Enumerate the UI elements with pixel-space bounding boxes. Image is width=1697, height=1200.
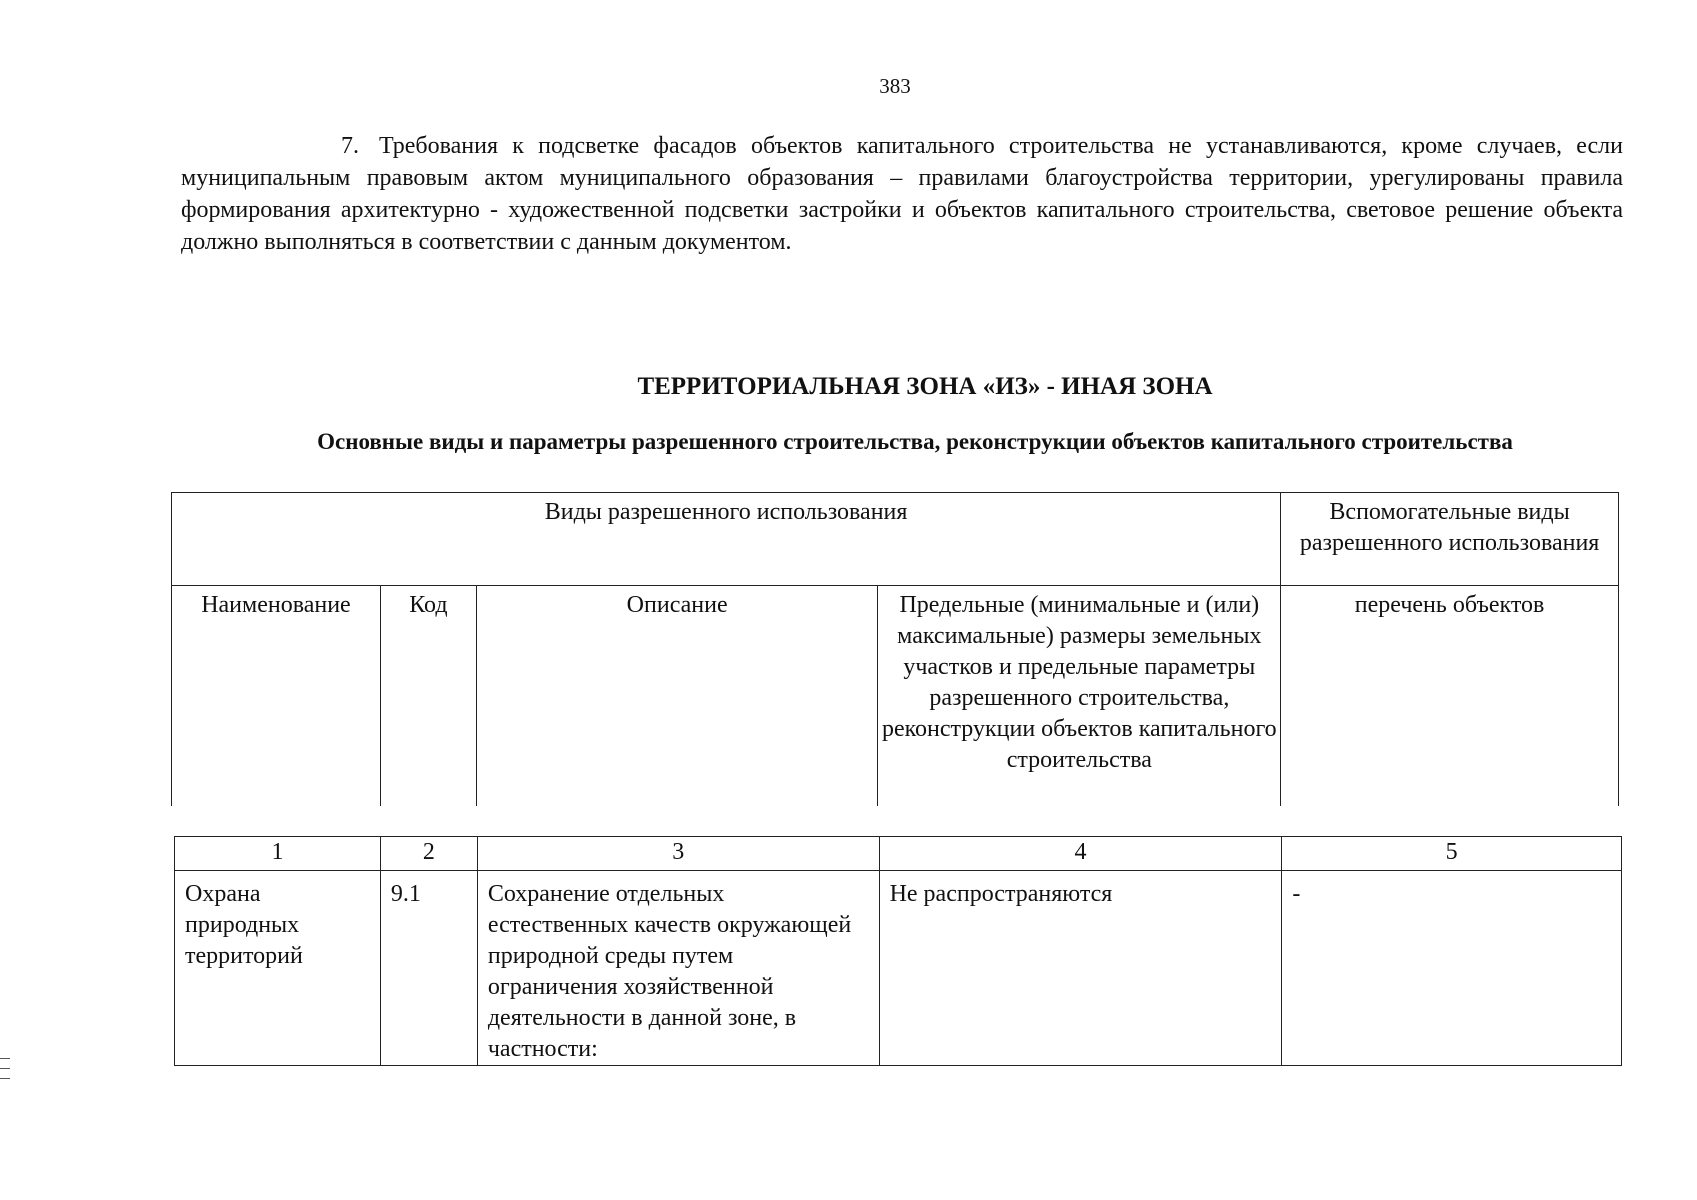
column-number: 2 bbox=[380, 837, 477, 871]
column-number: 3 bbox=[477, 837, 879, 871]
header-columns-row bbox=[172, 586, 1619, 806]
column-header-limits: Предельные (минимальные и (или) максимальные) размеры земельных участков и предельные параметры разрешенного строительства, реконструкции объектов капитального строительства bbox=[878, 586, 1281, 806]
group-aux-header: Вспомогательные виды разрешенного использования bbox=[1281, 493, 1619, 586]
zone-title: ТЕРРИТОРИАЛЬНАЯ ЗОНА «ИЗ» - ИНАЯ ЗОНА bbox=[637, 373, 1213, 400]
body-table bbox=[174, 836, 1622, 1066]
section-title: Основные виды и параметры разрешенного строительства, реконструкции объектов капитального строительства bbox=[317, 429, 1513, 454]
paragraph-number: 7. bbox=[341, 133, 359, 159]
cell-name: Охрана природных территорий bbox=[175, 871, 381, 1066]
column-header-description: Описание bbox=[476, 586, 878, 806]
header-group-row bbox=[172, 493, 1619, 586]
cell-description: Сохранение отдельных естественных качеств окружающей природной среды путем ограничения хозяйственной деятельности в данной зоне, в частности: bbox=[477, 871, 879, 1066]
column-number: 5 bbox=[1282, 837, 1622, 871]
column-header-code: Код bbox=[380, 586, 476, 806]
paragraph-text: Требования к подсветке фасадов объектов капитального строительства не устанавливаются, кроме случаев, если муниципальным правовым актом муниципального образования – правилами благоустройства территории, урегулированы правила формирования архитектурно - художественной подсветки застройки и объектов капитального строительства, световое решение объекта должно выполняться в соответствии с данным документом. bbox=[181, 133, 1623, 255]
paragraph-7 bbox=[181, 130, 1623, 258]
table-row bbox=[175, 871, 1622, 1066]
cell-code: 9.1 bbox=[380, 871, 477, 1066]
column-header-aux-list: перечень объектов bbox=[1281, 586, 1619, 806]
cell-limits: Не распространяются bbox=[879, 871, 1282, 1066]
group-main-header: Виды разрешенного использования bbox=[172, 493, 1281, 586]
header-table bbox=[171, 492, 1619, 806]
column-number: 4 bbox=[879, 837, 1282, 871]
column-number: 1 bbox=[175, 837, 381, 871]
cell-aux: - bbox=[1282, 871, 1622, 1066]
scan-margin-mark bbox=[0, 1058, 10, 1094]
column-header-name: Наименование bbox=[172, 586, 381, 806]
page-number: 383 bbox=[879, 74, 911, 98]
column-number-row bbox=[175, 837, 1622, 871]
